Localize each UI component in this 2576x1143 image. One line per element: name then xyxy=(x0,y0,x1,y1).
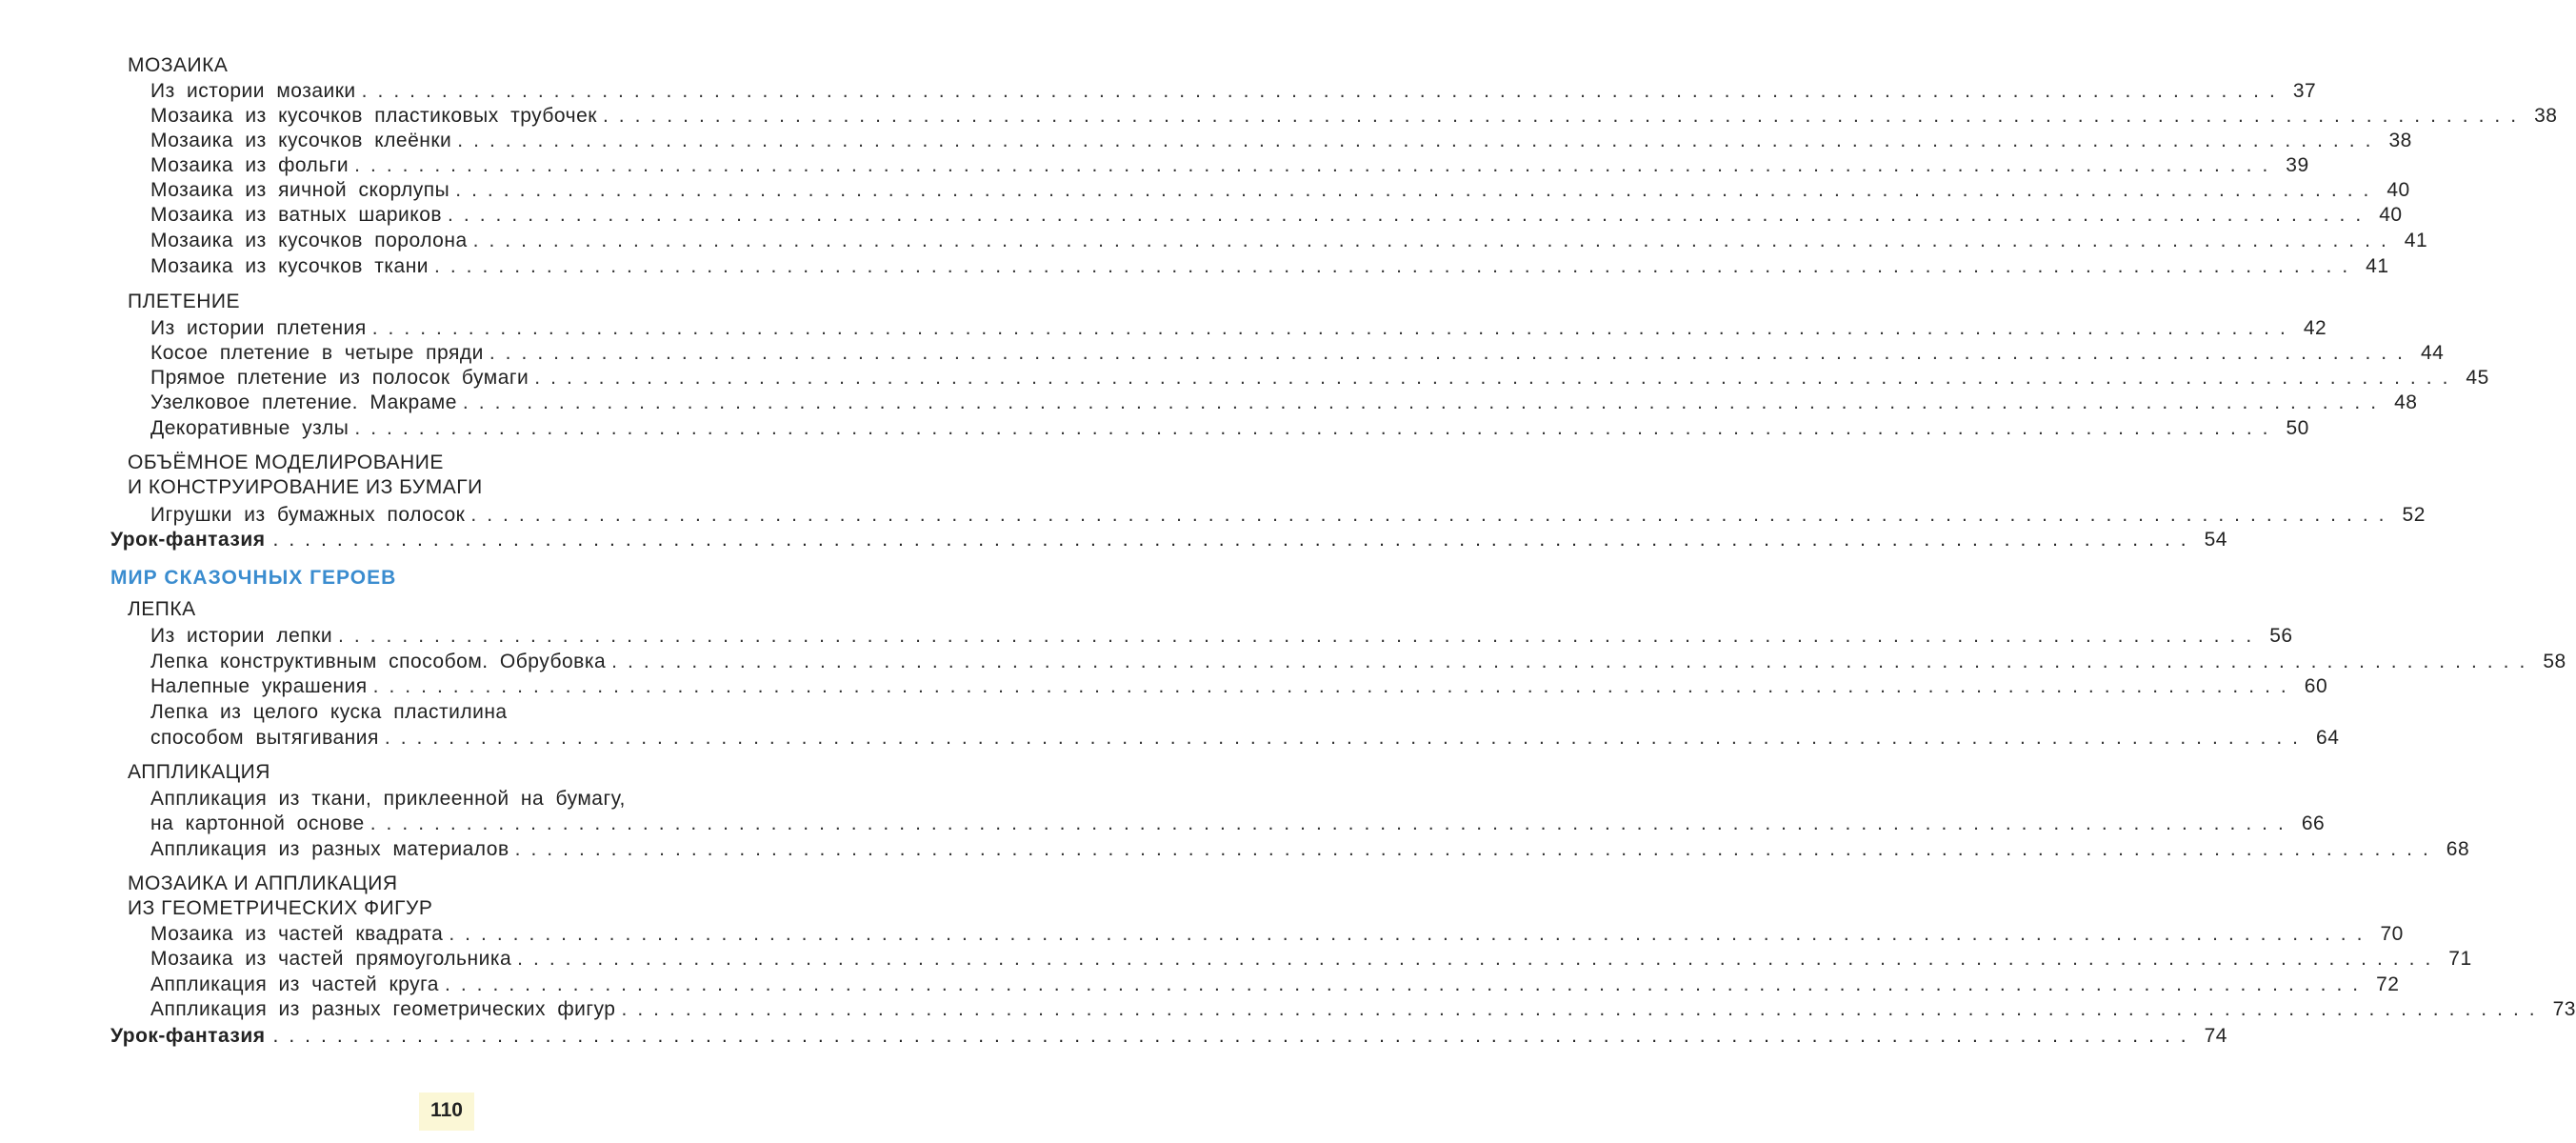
entry-title: Урок-фантазия xyxy=(110,529,266,551)
toc-entry xyxy=(150,947,2472,972)
section-heading: ИЗ ГЕОМЕТРИЧЕСКИХ ФИГУР xyxy=(128,897,433,919)
entry-page: 60 xyxy=(2304,675,2328,697)
entry-title: Мозаика из фольги xyxy=(150,154,349,176)
toc-entry xyxy=(150,129,2412,153)
toc-entry xyxy=(150,391,2418,415)
toc-entry xyxy=(150,700,513,725)
entry-page: 40 xyxy=(2379,204,2403,226)
entry-title: Мозаика из частей квадрата xyxy=(150,923,444,945)
toc-entry xyxy=(150,973,2400,997)
dot-leader: ........................................................................................................................ xyxy=(338,625,2263,647)
dot-leader: ........................................................................................................................ xyxy=(354,154,2279,176)
toc-entry xyxy=(150,316,2327,341)
entry-title: Мозаика из кусочков клеёнки xyxy=(150,130,452,151)
dot-leader: ........................................................................................................................ xyxy=(514,838,2439,860)
entry-page: 41 xyxy=(2366,255,2389,277)
dot-leader: ........................................................................................................................ xyxy=(534,367,2459,389)
entry-page: 66 xyxy=(2301,812,2326,834)
dot-leader: ........................................................................................................................ xyxy=(602,105,2527,127)
toc-entry-highlight xyxy=(110,1024,2227,1049)
entry-title: Косое плетение в четыре пряди xyxy=(150,342,484,364)
section-heading: ОБЪЁМНОЕ МОДЕЛИРОВАНИЕ xyxy=(128,451,444,473)
toc-entry xyxy=(150,624,2293,649)
entry-page: 58 xyxy=(2543,651,2566,672)
entry-page: 37 xyxy=(2292,80,2317,102)
toc-entry xyxy=(150,104,2558,129)
dot-leader: ........................................................................................................................ xyxy=(272,529,2197,551)
toc-entry xyxy=(150,997,2576,1022)
entry-title: Мозаика из ватных шариков xyxy=(150,204,443,226)
entry-title: Лепка конструктивным способом. Обрубовка xyxy=(150,651,607,672)
toc-entry xyxy=(150,837,2470,862)
entry-page: 45 xyxy=(2466,367,2489,389)
entry-title: Мозаика из частей прямоугольника xyxy=(150,948,512,970)
entry-title: на картонной основе xyxy=(150,812,365,834)
entry-page: 48 xyxy=(2394,391,2418,413)
section-heading: МОЗАИКА И АППЛИКАЦИЯ xyxy=(128,872,398,894)
entry-title: Из истории лепки xyxy=(150,625,333,647)
entry-page: 38 xyxy=(2534,105,2558,127)
entry-title: Декоративные узлы xyxy=(150,417,349,439)
entry-title: Урок-фантазия xyxy=(110,1025,266,1047)
entry-title: Из истории мозаики xyxy=(150,80,356,102)
toc-entry xyxy=(150,726,2340,751)
toc-entry xyxy=(150,254,2389,279)
entry-title: Аппликация из разных геометрических фигур xyxy=(150,998,616,1020)
entry-title: Налепные украшения xyxy=(150,675,368,697)
dot-leader: ........................................................................................................................ xyxy=(371,317,2296,339)
toc-entry xyxy=(150,416,2309,441)
section-heading: ЛЕПКА xyxy=(128,598,196,620)
chapter-heading: МИР СКАЗОЧНЫХ ГЕРОЕВ xyxy=(110,567,397,589)
entry-page: 64 xyxy=(2316,727,2340,749)
toc-entry xyxy=(150,203,2403,228)
entry-page: 68 xyxy=(2446,838,2470,860)
entry-title: Аппликация из разных материалов xyxy=(150,838,509,860)
toc-entry xyxy=(150,503,2426,528)
dot-leader: ........................................................................................................................ xyxy=(621,998,2546,1020)
dot-leader: ........................................................................................................................ xyxy=(272,1025,2197,1047)
entry-title: Мозаика из яичной скорлупы xyxy=(150,179,450,201)
entry-page: 72 xyxy=(2376,973,2400,995)
entry-title: Прямое плетение из полосок бумаги xyxy=(150,367,529,389)
dot-leader: ........................................................................................................................ xyxy=(449,923,2373,945)
entry-page: 38 xyxy=(2388,130,2412,151)
entry-page: 44 xyxy=(2420,342,2445,364)
entry-title: Лепка из целого куска пластилина xyxy=(150,701,508,723)
entry-page: 56 xyxy=(2269,625,2293,647)
toc-entry xyxy=(150,812,2326,836)
toc-entry xyxy=(150,674,2328,699)
entry-page: 74 xyxy=(2204,1025,2227,1047)
toc-entry xyxy=(150,366,2489,391)
dot-leader: ........................................................................................................................ xyxy=(455,179,2380,201)
toc-entry xyxy=(150,79,2317,104)
entry-title: Игрушки из бумажных полосок xyxy=(150,504,466,526)
entry-page: 41 xyxy=(2404,230,2428,251)
section-heading: И КОНСТРУИРОВАНИЕ ИЗ БУМАГИ xyxy=(128,476,483,498)
toc-entry xyxy=(150,178,2410,203)
dot-leader: ........................................................................................................................ xyxy=(448,204,2372,226)
toc-entry xyxy=(150,922,2404,947)
dot-leader: ........................................................................................................................ xyxy=(462,391,2387,413)
dot-leader: ........................................................................................................................ xyxy=(361,80,2286,102)
toc-entry xyxy=(150,650,2566,674)
section-heading: АППЛИКАЦИЯ xyxy=(128,761,270,783)
dot-leader: ........................................................................................................................ xyxy=(384,727,2309,749)
dot-leader: ........................................................................................................................ xyxy=(444,973,2369,995)
dot-leader: ........................................................................................................................ xyxy=(369,812,2294,834)
entry-title: Из истории плетения xyxy=(150,317,367,339)
entry-page: 50 xyxy=(2286,417,2309,439)
entry-page: 52 xyxy=(2402,504,2426,526)
entry-title: способом вытягивания xyxy=(150,727,379,749)
entry-page: 71 xyxy=(2448,948,2472,970)
dot-leader: ........................................................................................................................ xyxy=(611,651,2536,672)
toc-entry xyxy=(150,787,631,812)
toc-entry-highlight xyxy=(110,528,2227,552)
entry-page: 70 xyxy=(2380,923,2404,945)
entry-page: 73 xyxy=(2552,998,2576,1020)
dot-leader: ........................................................................................................................ xyxy=(517,948,2442,970)
dot-leader: ........................................................................................................................ xyxy=(457,130,2382,151)
dot-leader: ........................................................................................................................ xyxy=(434,255,2359,277)
section-heading: ПЛЕТЕНИЕ xyxy=(128,291,240,312)
entry-title: Аппликация из частей круга xyxy=(150,973,439,995)
entry-title: Узелковое плетение. Макраме xyxy=(150,391,457,413)
entry-title: Аппликация из ткани, приклеенной на бумагу, xyxy=(150,788,626,810)
entry-title: Мозаика из кусочков пластиковых трубочек xyxy=(150,105,597,127)
entry-page: 42 xyxy=(2303,317,2327,339)
entry-page: 40 xyxy=(2386,179,2410,201)
entry-title: Мозаика из кусочков поролона xyxy=(150,230,468,251)
toc-entry xyxy=(150,229,2428,253)
entry-page: 39 xyxy=(2286,154,2309,176)
section-heading: МОЗАИКА xyxy=(128,54,229,76)
dot-leader: ........................................................................................................................ xyxy=(354,417,2279,439)
entry-title: Мозаика из кусочков ткани xyxy=(150,255,429,277)
dot-leader: ........................................................................................................................ xyxy=(489,342,2413,364)
page-number: 110 xyxy=(419,1093,474,1131)
toc-entry xyxy=(150,341,2445,366)
dot-leader: ........................................................................................................................ xyxy=(470,504,2395,526)
entry-page: 54 xyxy=(2204,529,2227,551)
toc-entry xyxy=(150,153,2309,178)
dot-leader: ........................................................................................................................ xyxy=(372,675,2297,697)
dot-leader: ........................................................................................................................ xyxy=(472,230,2397,251)
